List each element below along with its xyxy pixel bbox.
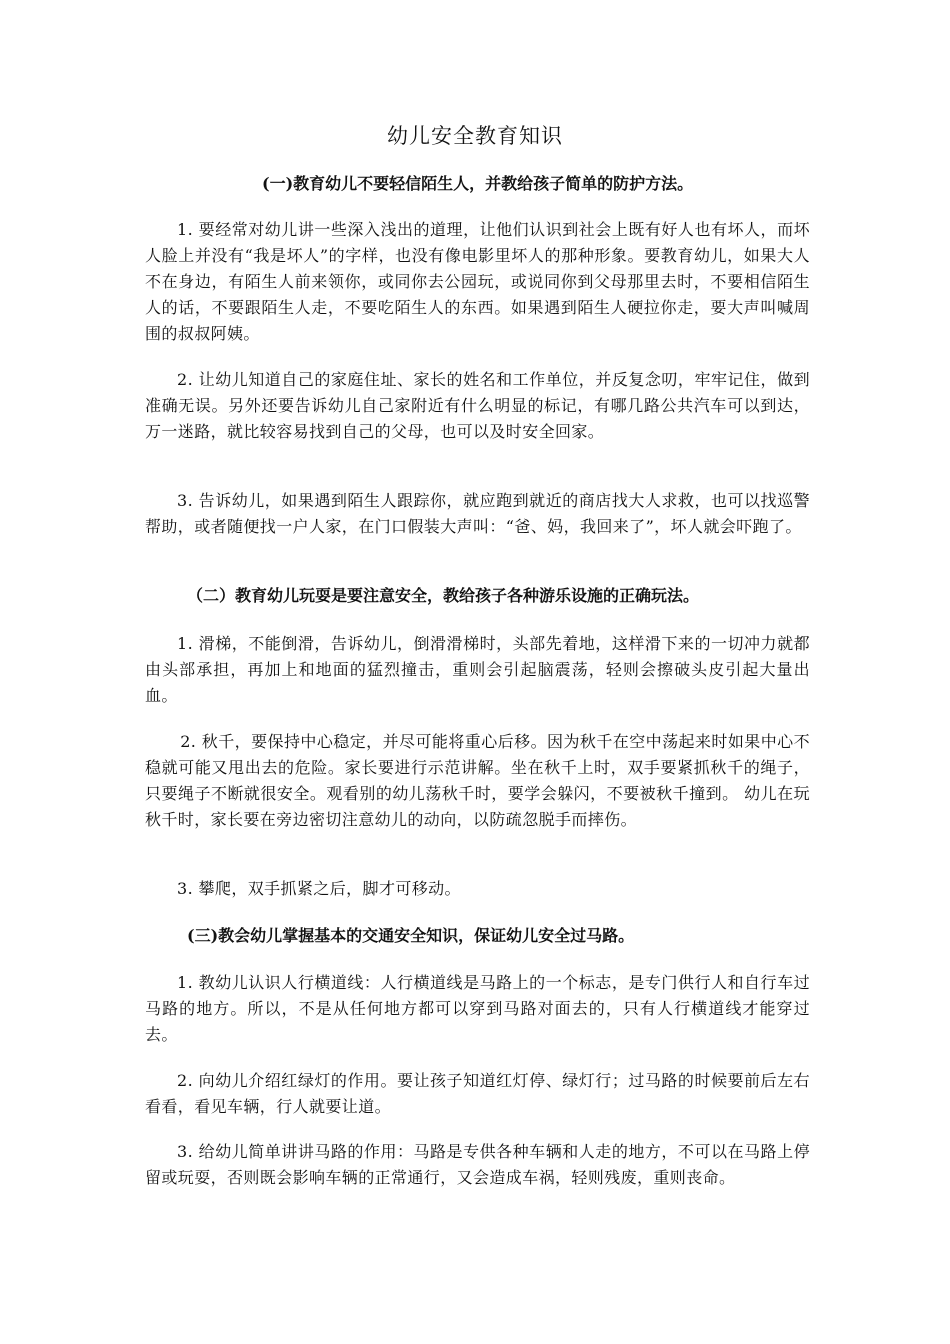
section-1-paragraph-3: 3. 告诉幼儿，如果遇到陌生人跟踪你，就应跑到就近的商店找大人求救，也可以找巡警帮助，或者随便找一户人家，在门口假装大声叫：“爸、妈，我回来了”，坏人就会吓跑了。	[145, 491, 810, 536]
section-2-paragraph-3: 3. 攀爬，双手抓紧之后，脚才可移动。	[177, 879, 461, 898]
section-3-paragraph-2: 2. 向幼儿介绍红绿灯的作用。要让孩子知道红灯停、绿灯行；过马路的时候要前后左右看看，看见车辆，行人就要让道。	[145, 1071, 810, 1116]
document-title: 幼儿安全教育知识	[387, 124, 563, 148]
section-1-paragraph-2: 2. 让幼儿知道自己的家庭住址、家长的姓名和工作单位，并反复念叨，牢牢记住，做到准确无误。另外还要告诉幼儿自己家附近有什么明显的标记，有哪几路公共汽车可以到达，万一迷路，就比较容易找到自己的父母，也可以及时安全回家。	[145, 370, 810, 441]
section-2-paragraph-2: 2. 秋千，要保持中心稳定，并尽可能将重心后移。因为秋千在空中荡起来时如果中心不稳就可能又甩出去的危险。家长要进行示范讲解。坐在秋千上时，双手要紧抓秋千的绳子，只要绳子不断就很安全。观看别的幼儿荡秋千时，要学会躲闪，不要被秋千撞到。 幼儿在玩秋千时，家长要在旁边密切注意幼儿的动向，以防疏忽脱手而摔伤。	[145, 732, 810, 829]
section-heading-3: (三)教会幼儿掌握基本的交通安全知识，保证幼儿安全过马路。	[187, 926, 635, 945]
section-1-paragraph-1: 1. 要经常对幼儿讲一些深入浅出的道理，让他们认识到社会上既有好人也有坏人，而坏人脸上并没有“我是坏人”的字样，也没有像电影里坏人的那种形象。要教育幼儿，如果大人不在身边，有陌生人前来领你，或同你去公园玩，或说同你到父母那里去时，不要相信陌生人的话，不要跟陌生人走，不要吃陌生人的东西。如果遇到陌生人硬拉你走，要大声叫喊周围的叔叔阿姨。	[145, 220, 810, 343]
section-heading-2: （二）教育幼儿玩耍是要注意安全，教给孩子各种游乐设施的正确玩法。	[187, 586, 700, 605]
section-2-paragraph-1: 1. 滑梯，不能倒滑，告诉幼儿，倒滑滑梯时，头部先着地，这样滑下来的一切冲力就都由头部承担，再加上和地面的猛烈撞击，重则会引起脑震荡，轻则会擦破头皮引起大量出血。	[145, 634, 810, 705]
section-heading-1: (一)教育幼儿不要轻信陌生人，并教给孩子简单的防护方法。	[262, 174, 694, 193]
section-3-paragraph-1: 1. 教幼儿认识人行横道线：人行横道线是马路上的一个标志，是专门供行人和自行车过马路的地方。所以，不是从任何地方都可以穿到马路对面去的，只有人行横道线才能穿过去。	[145, 973, 810, 1044]
section-3-paragraph-3: 3. 给幼儿简单讲讲马路的作用：马路是专供各种车辆和人走的地方，不可以在马路上停留或玩耍，否则既会影响车辆的正常通行，又会造成车祸，轻则残废，重则丧命。	[145, 1142, 810, 1187]
